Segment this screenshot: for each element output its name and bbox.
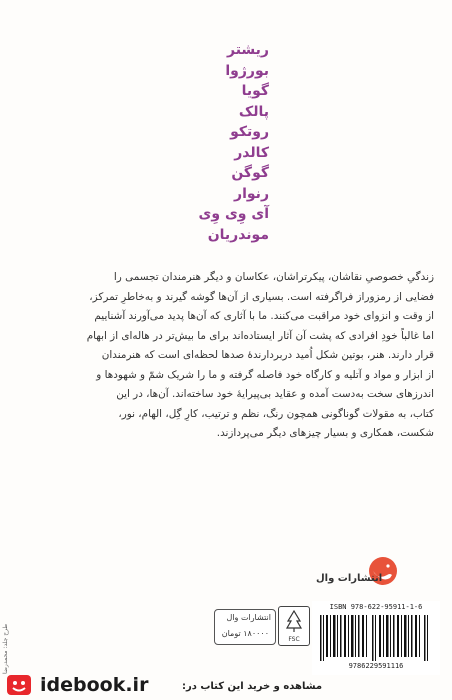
artist-name: موندریان (207, 226, 269, 243)
description-paragraph (16, 268, 434, 444)
fsc-label: FSC (288, 636, 300, 643)
watermark-text: مشاهده و خرید این کتاب در: (182, 681, 323, 692)
artist-name: رنوار (234, 185, 269, 202)
description-line: قرار دارند. هنر، بوتین شکل اُمید دربردارندهٔ صدها لحظه‌ای است که هنرمندان (101, 349, 434, 361)
description-line: زندگیِ خصوصیِ نقاشان، پیکرتراشان، عکاسان و دیگر هنرمندان تجسمی را (113, 271, 434, 283)
artist-name: گوگن (231, 165, 269, 181)
designer-credit: طرح جلد: محمدرضا (2, 623, 9, 674)
price-box (214, 609, 276, 645)
isbn-text: ISBN 978-622-95911-1-6 (329, 603, 423, 611)
artist-name: کالدر (234, 144, 269, 161)
barcode (318, 615, 432, 661)
price-text: ۱۸۰۰۰۰ تومان (221, 629, 269, 638)
artist-name-list (149, 40, 269, 245)
description-line: اندرزهای سخت به‌دست آمده و عقاید بی‌پیرایهٔ خود ساخته‌اند. آن‌ها، در این (116, 388, 434, 400)
artist-name: بورژوا (225, 62, 269, 79)
description-line: از وقت و انزوای خود مراقبت می‌کنند. ما با آثاری که آن‌ها پدید می‌آورند آشناییم (94, 310, 434, 322)
artist-name: روتکو (230, 124, 269, 140)
price-box-publisher: انتشارات وال (226, 613, 271, 622)
artist-name: ریشتر (227, 42, 269, 58)
artist-name: پالک (238, 103, 269, 120)
watermark-brand[interactable]: idebook.ir (40, 674, 149, 696)
description-line: کتاب، به مقولات گوناگونی همچون رنگ، نظم و ترتیب، کارِ گِل، الهام، نور، (118, 407, 434, 420)
fsc-mark (278, 606, 310, 646)
barcode-number: 9786229591116 (348, 662, 404, 670)
description-line: از ابزار و مواد و آتلیه و کارگاه خود فاصله گرفته و ما را شریک شمّ و شهودها و (96, 368, 434, 381)
fsc-tree-icon (279, 607, 309, 635)
description-line: اما غالباً خودِ افرادی که پشت آن آثار ایستاده‌اند برای ما بیش‌تر در هاله‌ای از ابهام (86, 329, 434, 342)
description-line: شکست، همکاری و بسیار چیزهای دیگر می‌پردازند. (216, 427, 434, 439)
whale-logo-icon (327, 547, 399, 595)
idebook-logo-icon (6, 673, 34, 697)
artist-name: گویا (241, 83, 269, 99)
artist-name: آی وِی وِی (198, 206, 269, 222)
publisher-logo-text: انتشارات وال (316, 573, 383, 584)
description-line: فضایی از رمزوراز فراگرفته است. بسیاری از آن‌ها گوشه گیرند و به‌خاطرِ تمرکز، (89, 290, 434, 303)
